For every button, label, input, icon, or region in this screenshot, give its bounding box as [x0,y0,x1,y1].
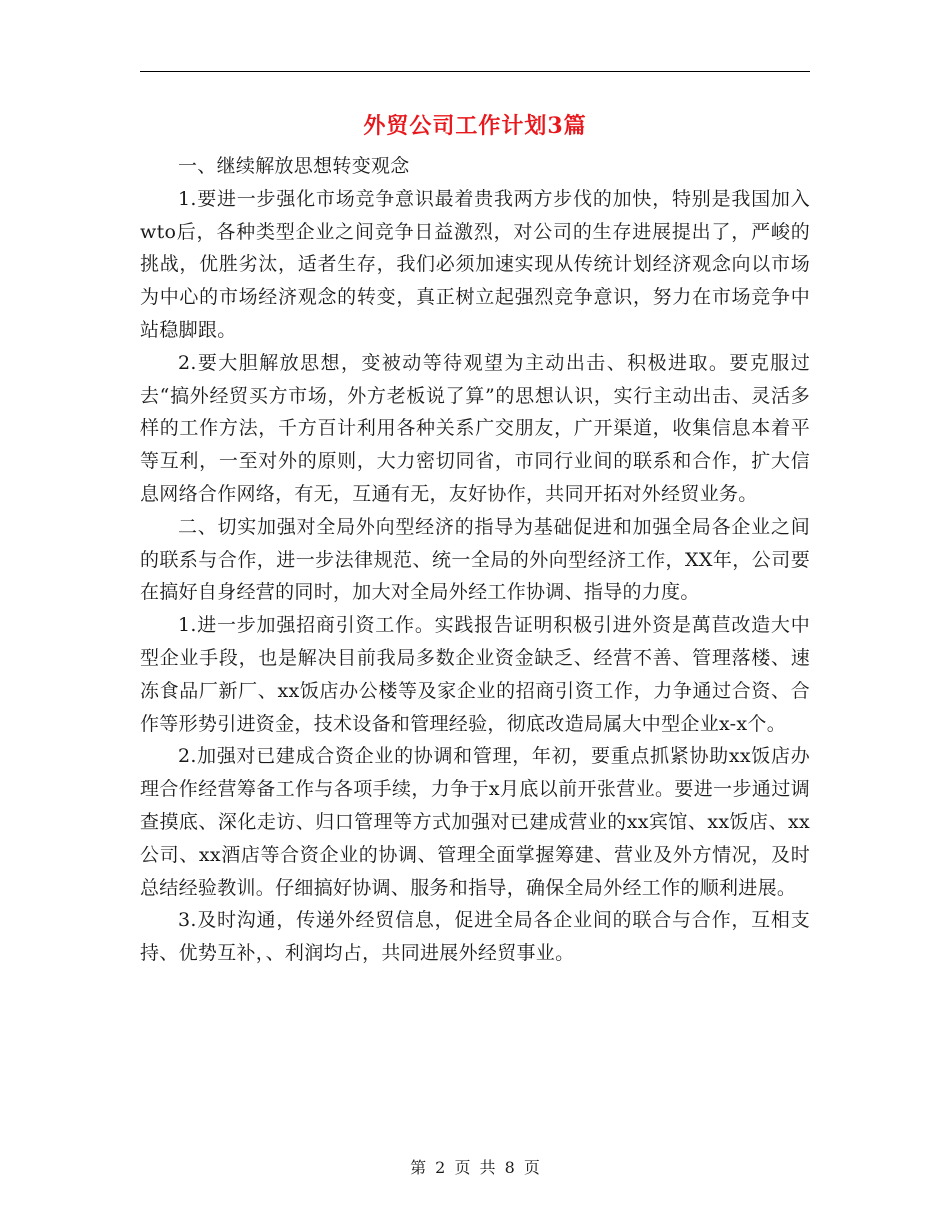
paragraph-2-2: 2.加强对已建成合资企业的协调和管理，年初，要重点抓紧协助xx饭店办理合作经营筹备工作与各项手续，力争于x月底以前开张营业。要进一步通过调查摸底、深化走访、归口管理等方式加强对已建成营业的xx宾馆、xx饭店、xx公司、xx酒店等合资企业的协调、管理全面掌握筹建、营业及外方情况，及时总结经验教训。仔细搞好协调、服务和指导，确保全局外经工作的顺利进展。 [140,745,810,899]
section-heading-1: 一、继续解放思想转变观念 [178,155,410,177]
document-title: 外贸公司工作计划3篇 [363,113,587,139]
paragraph-1-2: 2.要大胆解放思想，变被动等待观望为主动出击、积极进取。要克服过去“搞外经贸买方市场，外方老板说了算”的思想认识，实行主动出击、灵活多样的工作方法，千方百计利用各种关系广交朋友，广开渠道，收集信息本着平等互利，一至对外的原则，大力密切同省，市同行业间的联系和合作，扩大信息网络合作网络，有无，互通有无，友好协作，共同开拓对外经贸业务。 [140,351,810,505]
paragraph-1-1: 1.要进一步强化市场竞争意识最着贵我两方步伐的加快，特别是我国加入wto后，各种类型企业之间竞争日益激烈，对公司的生存进展提出了，严峻的挑战，优胜劣汰，适者生存，我们必须加速实现从传统计划经济观念向以市场为中心的市场经济观念的转变，真正树立起强烈竞争意识，努力在市场竞争中站稳脚跟。 [140,187,810,341]
page-number: 第 2 页 共 8 页 [410,1158,540,1177]
paragraph-2-1: 1.进一步加强招商引资工作。实践报告证明积极引进外资是萬苣改造大中型企业手段，也是解决目前我局多数企业资金缺乏、经营不善、管理落楼、速冻食品厂新厂、xx饭店办公楼等及家企业的招商引资工作，力争通过合资、合作等形势引进资金，技术设备和管理经验，彻底改造局属大中型企业x-x个。 [140,614,810,735]
header-rule [140,71,810,72]
section-heading-2: 二、切实加强对全局外向型经济的指导为基础促进和加强全局各企业之间的联系与合作，进一步法律规范、统一全局的外向型经济工作，XX年，公司要在搞好自身经营的同时，加大对全局外经工作协调、指导的力度。 [140,515,810,604]
document-body [140,150,810,970]
paragraph-2-3: 3.及时沟通，传递外经贸信息，促进全局各企业间的联合与合作，互相支持、优势互补，、利润均占，共同进展外经贸事业。 [140,909,810,965]
